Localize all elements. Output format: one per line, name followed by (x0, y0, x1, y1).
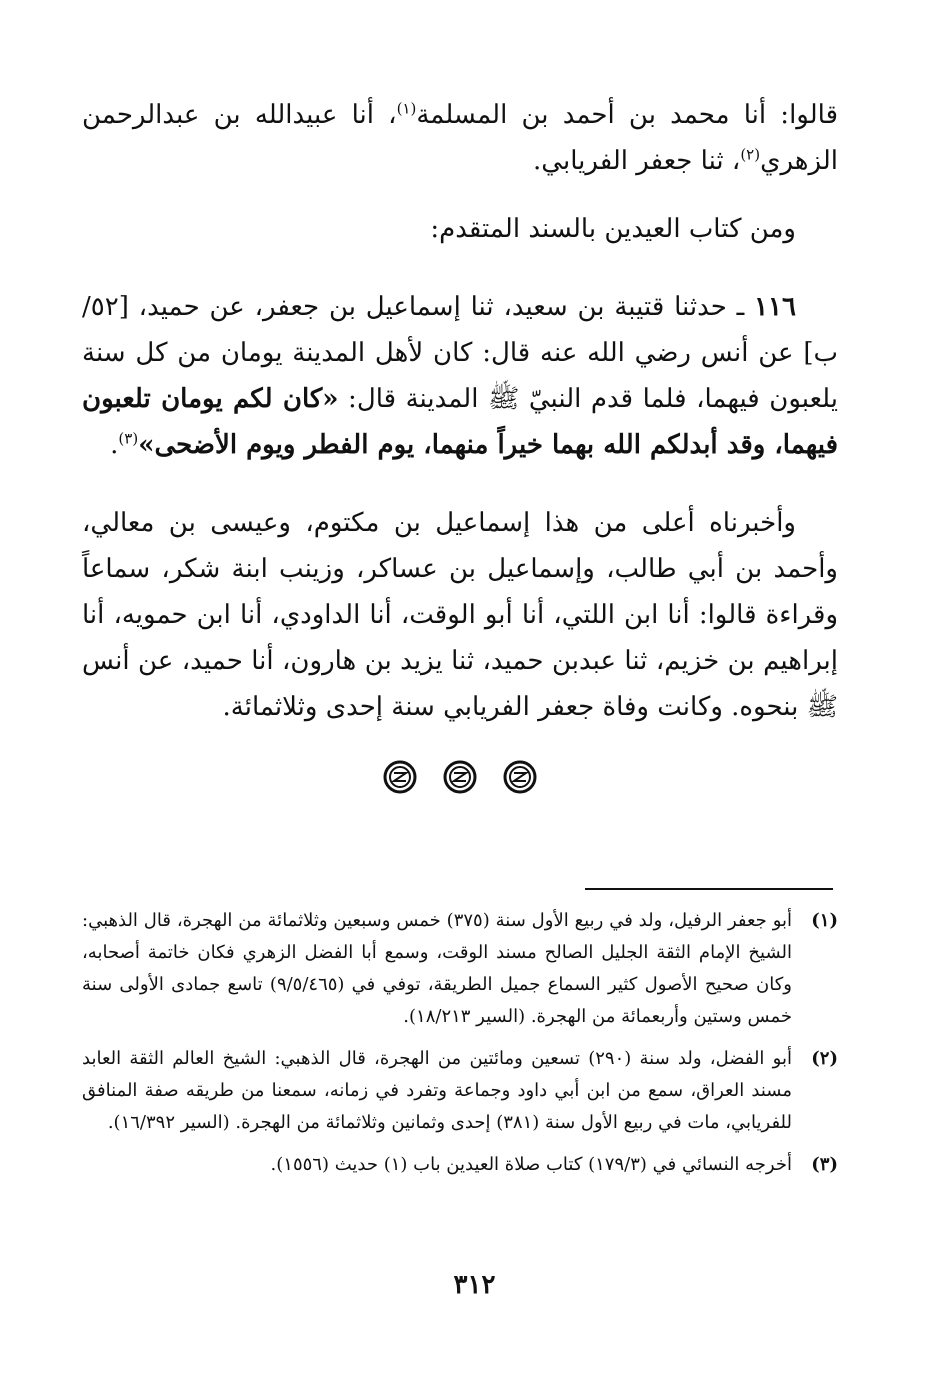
footnote-separator (585, 888, 833, 890)
footnote-text: أبو الفضل، ولد سنة (٢٩٠) تسعين ومائتين من الهجرة، قال الذهبي: الشيخ العالم الثقة العابد مسند العراق، سمع من ابن أبي داود وجماعة وتفرد في زمانه، سمعنا من طريقه صفة المنافق للفريابي، مات في ربيع الأول سنة (٣٨١) إحدى وثمانين وثلاثمائة من الهجرة. (السير ١٦/٣٩٢). (82, 1048, 792, 1133)
ornament-icon (383, 760, 417, 794)
paragraph-higher-chain: وأخبرناه أعلى من هذا إسماعيل بن مكتوم، وعيسى بن معالي، وأحمد بن أبي طالب، وإسماعيل بن عساكر، وزينب ابنة شكر، سماعاً وقراءة قالوا: أنا ابن اللتي، أنا أبو الوقت، أنا الداودي، أنا ابن حمويه، أنا إبراهيم بن خزيم، ثنا عبدبن حميد، ثنا يزيد بن هارون، أنا حميد، عن أنس ﷺ بنحوه. وكانت وفاة جعفر الفريابي سنة إحدى وثلاثمائة. (82, 508, 838, 722)
hadith-116: ١١٦ ـ حدثنا قتيبة بن سعيد، ثنا إسماعيل بن جعفر، عن حميد، [٥٢/ب] عن أنس رضي الله عنه قال: كان لأهل المدينة يومان من كل سنة يلعبون فيهما، فلما قدم النبيّ ﷺ المدينة قال: «كان لكم يومان تلعبون فيهما، وقد أبدلكم الله بهما خيراً منهما، يوم الفطر ويوم الأضحى»$^{(٣)}$. (82, 292, 838, 460)
ornament-icon (503, 760, 537, 794)
paragraph-isnad: قالوا: أنا محمد بن أحمد بن المسلمة$^{(١)}$، أنا عبيدالله بن عبدالرحمن الزهري$^{(٢)}$، ثنا جعفر الفريابي. (82, 99, 838, 176)
hadith-number: ١١٦ (754, 292, 796, 322)
footnote-3 (82, 1149, 838, 1181)
footnote-ref-3[interactable]: (٣) (118, 429, 139, 448)
page-number: ٣١٢ (453, 1270, 496, 1300)
paragraph-book-heading: ومن كتاب العيدين بالسند المتقدم: (430, 214, 796, 244)
footnote-text: أخرجه النسائي في (١٧٩/٣) كتاب صلاة العيدين باب (١) حديث (١٥٥٦). (270, 1154, 792, 1175)
hadith-quote: «كان لكم يومان تلعبون فيهما، وقد أبدلكم الله بهما خيراً منهما، يوم الفطر ويوم الأضحى» (82, 384, 838, 460)
footnote-number: (٣) (811, 1154, 838, 1175)
footnote-number: (٢) (811, 1048, 838, 1069)
footnote-1 (82, 905, 838, 1033)
footnote-ref-2[interactable]: (٢) (740, 145, 761, 164)
section-divider (82, 760, 838, 800)
footnotes (82, 905, 838, 1191)
footnote-ref-1[interactable]: (١) (396, 99, 417, 118)
main-text (82, 92, 838, 800)
ornament-icon (443, 760, 477, 794)
footnote-number: (١) (811, 910, 838, 931)
footnote-text: أبو جعفر الرفيل، ولد في ربيع الأول سنة (٣٧٥) خمس وسبعين وثلاثمائة من الهجرة، قال الذهبي: الشيخ الإمام الثقة الجليل الصالح مسند الوقت، وسمع أبا الفضل الزهري فكان خاتمة أصحابه، وكان صحيح الأصول كثير السماع جميل الطريقة، توفي في (٩/٥/٤٦٥) تاسع جمادى الأولى سنة خمس وستين وأربعمائة من الهجرة. (السير ١٨/٢١٣). (82, 910, 793, 1027)
footnote-2 (82, 1043, 838, 1139)
